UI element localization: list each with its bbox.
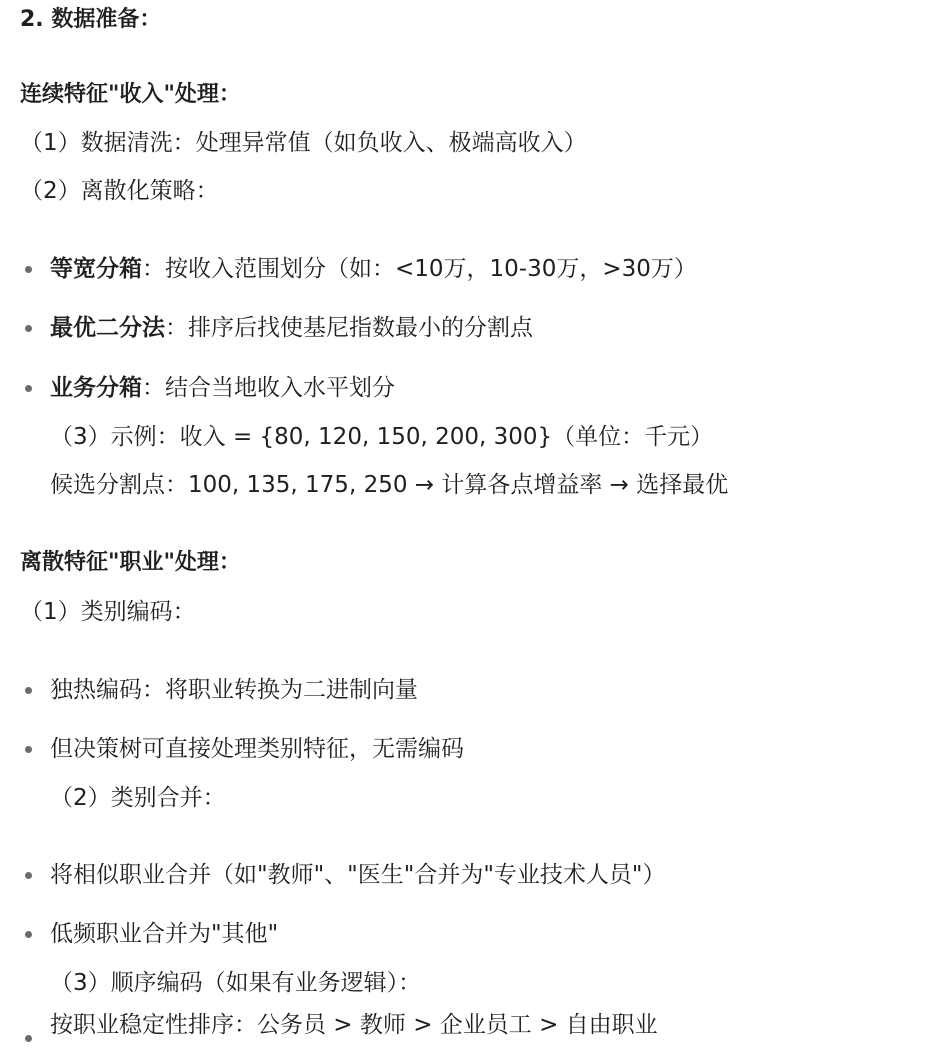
bullet-dot <box>25 1035 32 1042</box>
continuous-heading: 连续特征"收入"处理： <box>20 82 241 107</box>
bullet-dot <box>25 746 32 753</box>
bullet-dot <box>25 687 32 694</box>
bullet-dot <box>25 325 32 332</box>
list-item: 业务分箱：结合当地收入水平划分 <box>50 375 395 401</box>
candidate-split-points: 候选分割点：100, 135, 175, 250 → 计算各点增益率 → 选择最优 <box>50 472 729 498</box>
list-item: 按职业稳定性排序：公务员 > 教师 > 企业员工 > 自由职业 <box>50 1012 658 1038</box>
bullet-dot <box>25 385 32 392</box>
list-item: 独热编码：将职业转换为二进制向量 <box>50 677 418 703</box>
list-item: 最优二分法：排序后找使基尼指数最小的分割点 <box>50 315 533 341</box>
continuous-step-1: （1）数据清洗：处理异常值（如负收入、极端高收入） <box>20 130 587 156</box>
list-item: 将相似职业合并（如"教师"、"医生"合并为"专业技术人员"） <box>50 862 666 888</box>
discrete-step-1: （1）类别编码： <box>20 599 196 625</box>
list-item: 低频职业合并为"其他" <box>50 921 279 947</box>
discrete-step-2: （2）类别合并： <box>50 785 226 811</box>
list-item: 等宽分箱：按收入范围划分（如：<10万，10-30万，>30万） <box>50 256 697 282</box>
bullet-dot <box>25 872 32 879</box>
discrete-step-3: （3）顺序编码（如果有业务逻辑）： <box>50 970 422 996</box>
bullet-dot <box>25 931 32 938</box>
discrete-heading: 离散特征"职业"处理： <box>20 550 241 575</box>
bullet-dot <box>25 266 32 273</box>
list-item: 但决策树可直接处理类别特征，无需编码 <box>50 736 464 762</box>
section-title: 2. 数据准备： <box>20 7 162 32</box>
continuous-step-3: （3）示例：收入 = {80, 120, 150, 200, 300}（单位：千元） <box>50 424 714 450</box>
continuous-step-2: （2）离散化策略： <box>20 178 219 204</box>
